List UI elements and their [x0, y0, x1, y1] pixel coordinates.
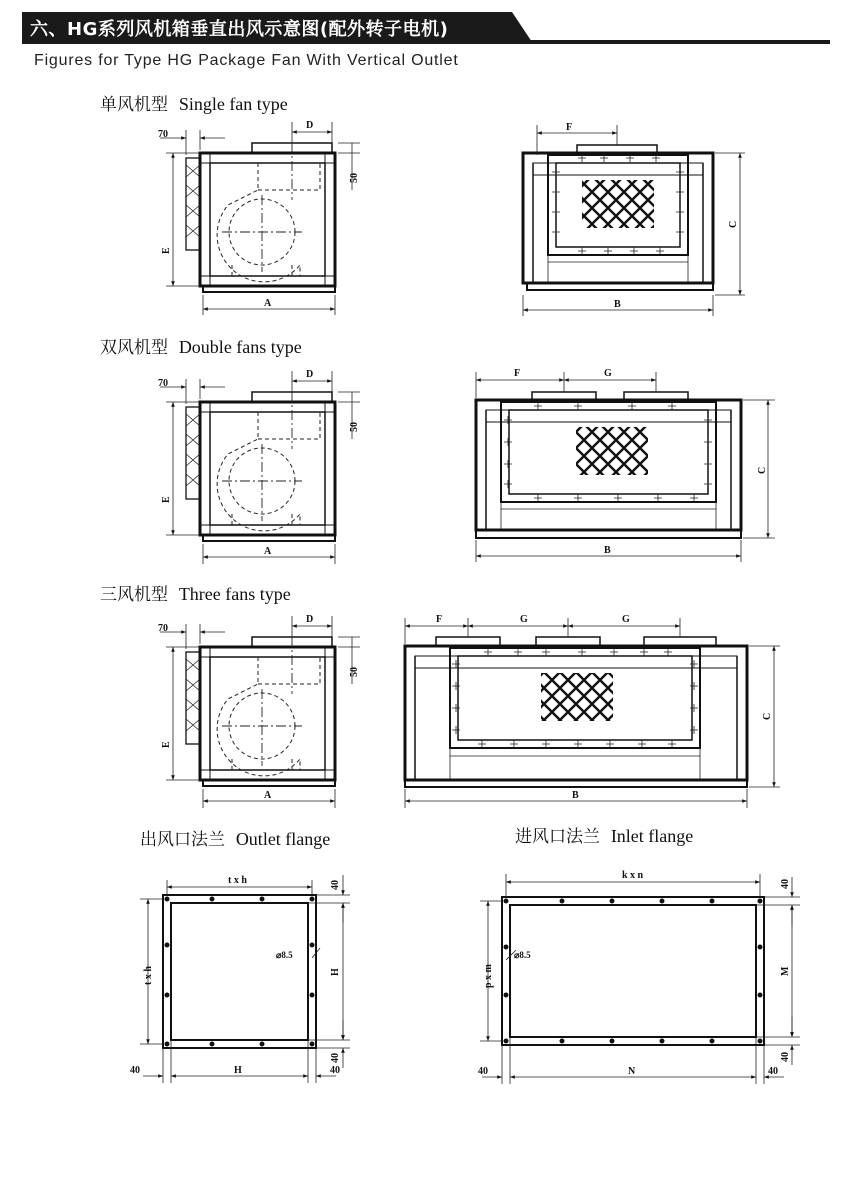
dim-E: E	[161, 496, 172, 503]
front-view-three	[405, 637, 747, 787]
dim-70: 70	[158, 623, 168, 634]
dim-E: E	[161, 741, 172, 748]
side-view-single	[186, 143, 335, 292]
dim-H-right: H	[330, 968, 341, 976]
outlet-bolt-holes	[165, 897, 315, 1047]
dim-70: 70	[158, 129, 168, 140]
dim-G: G	[622, 614, 630, 625]
dim-H-bottom: H	[234, 1065, 242, 1076]
dim-D: D	[306, 120, 314, 131]
dim-G: G	[520, 614, 528, 625]
side-view-double	[186, 392, 335, 541]
front-view-single	[523, 145, 713, 290]
dim-A: A	[264, 790, 272, 801]
label-inlet-en: Inlet flange	[610, 826, 694, 846]
dim-F: F	[566, 122, 573, 133]
dim-A: A	[264, 546, 272, 557]
dims-inlet	[478, 870, 800, 1084]
dim-50: 50	[349, 667, 360, 677]
page-subtitle: Figures for Type HG Package Fan With Vertical Outlet	[34, 52, 459, 69]
dim-70: 70	[158, 378, 168, 389]
dim-F: F	[514, 368, 521, 379]
dim-A: A	[264, 298, 272, 309]
label-three-en: Three fans type	[178, 584, 291, 604]
label-double-cn: 双风机型	[100, 338, 168, 358]
label-single-cn: 单风机型	[100, 95, 168, 115]
dim-40-right: 40	[330, 1065, 340, 1076]
dim-40-right-inlet: 40	[768, 1066, 778, 1077]
dim-50: 50	[349, 173, 360, 183]
label-outlet-cn: 出风口法兰	[140, 830, 225, 850]
dim-kxn: k x n	[622, 870, 644, 881]
front-view-double	[476, 392, 741, 538]
inlet-hole-dia: ⌀8.5	[514, 950, 531, 960]
dim-40-top: 40	[330, 880, 341, 890]
outlet-hole-dia: ⌀8.5	[276, 950, 293, 960]
dim-40-left: 40	[130, 1065, 140, 1076]
dim-50: 50	[349, 422, 360, 432]
dim-40-left-inlet: 40	[478, 1066, 488, 1077]
dim-D: D	[306, 614, 314, 625]
outlet-flange	[163, 895, 320, 1048]
page-title: 六、HG系列风机箱垂直出风示意图(配外转子电机)	[30, 19, 449, 40]
dim-F: F	[436, 614, 443, 625]
dim-C: C	[728, 220, 739, 228]
dim-B: B	[604, 545, 611, 556]
dim-40-bottom-inlet: 40	[780, 1052, 791, 1062]
label-outlet-en: Outlet flange	[235, 829, 331, 849]
inlet-bolt-holes	[504, 899, 763, 1044]
dim-txh-left: t x h	[143, 966, 154, 985]
dim-B: B	[614, 299, 621, 310]
dim-txh-top: t x h	[228, 875, 247, 886]
dim-G: G	[604, 368, 612, 379]
dim-N: N	[628, 1066, 636, 1077]
dim-C: C	[762, 712, 773, 720]
dim-40-bottom: 40	[330, 1053, 341, 1063]
label-three-cn: 三风机型	[100, 585, 168, 605]
dim-B: B	[572, 790, 579, 801]
label-inlet-cn: 进风口法兰	[515, 827, 600, 847]
dim-M: M	[780, 966, 791, 976]
label-double-en: Double fans type	[178, 337, 302, 357]
dim-C: C	[757, 466, 768, 474]
dim-pxm: p x m	[483, 964, 494, 988]
label-single-en: Single fan type	[178, 94, 288, 114]
dim-E: E	[161, 247, 172, 254]
dim-40-top-inlet: 40	[780, 879, 791, 889]
side-view-three	[186, 637, 335, 786]
inlet-flange	[502, 897, 764, 1045]
dim-D: D	[306, 369, 314, 380]
